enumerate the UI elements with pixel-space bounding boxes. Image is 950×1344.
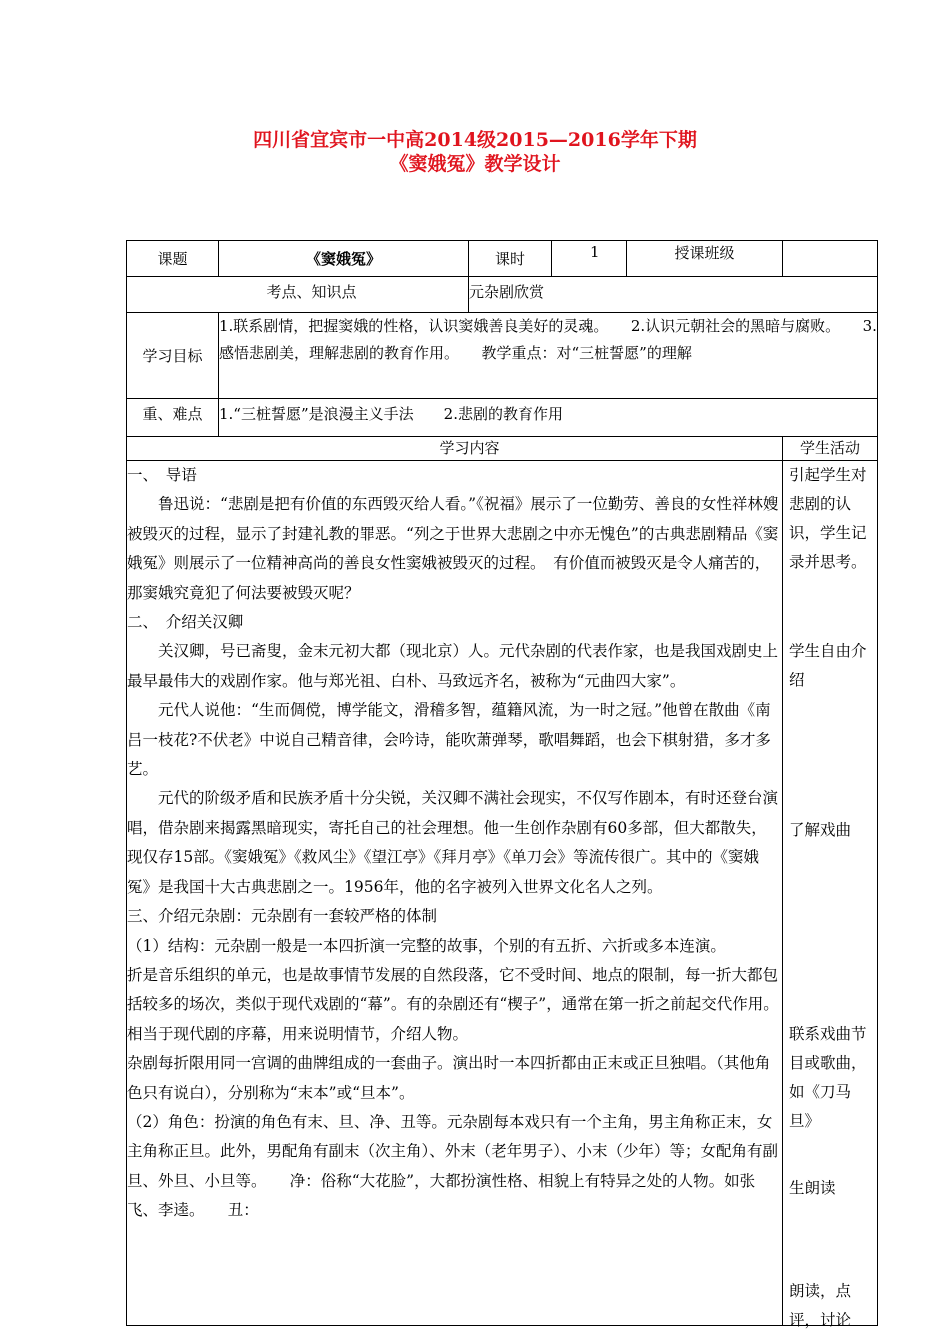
document-title-line2: 《窦娥冤》教学设计: [389, 153, 561, 175]
section-3-title: 三、介绍元杂剧：元杂剧有一套较严格的体制: [127, 907, 438, 926]
section-3-paragraph-1: （1）结构：元杂剧一般是一本四折演一完整的故事，个别的有五折、六折或多本连演。: [127, 936, 726, 955]
section-3-paragraph-3: 杂剧每折限用同一宫调的曲牌组成的一套曲子。演出时一本四折都由正末或正旦独唱。（其他角色只有说白），分别称为“末本”或“旦本”。: [127, 1054, 771, 1102]
activity-5: 生朗读: [789, 1179, 836, 1197]
student-activities: [783, 461, 878, 1329]
activity-6: 朗读，点评，讨论: [789, 1282, 852, 1329]
key-points-value: 1.“三桩誓愿”是浪漫主义手法 2.悲剧的教育作用: [219, 399, 878, 437]
goals-label: 学习目标: [127, 313, 219, 399]
section-1-title: 一、 导语: [127, 466, 197, 484]
content-header: 学习内容: [127, 437, 783, 461]
class-value: [783, 241, 878, 277]
section-2-paragraph-2: 元代人说他：“生而倜傥，博学能文，滑稽多智，蕴籍风流，为一时之冠。”他曾在散曲《南吕一枝花?不伏老》中说自己精音律，会吟诗，能吹萧弹琴，歌唱舞蹈，也会下棋射猎，多才多艺。: [127, 701, 771, 779]
activity-header: 学生活动: [783, 437, 878, 461]
activity-1: 引起学生对悲剧的认识，学生记录并思考。: [789, 466, 867, 571]
class-label: 授课班级: [627, 241, 783, 277]
section-2-paragraph-3: 元代的阶级矛盾和民族矛盾十分尖锐，关汉卿不满社会现实，不仅写作剧本，有时还登台演唱，借杂剧来揭露黑暗现实，寄托自己的社会理想。他一生创作杂剧有60多部，但大都散失，现仅存15部。《窦娥冤》《救风尘》《望江亭》《拜月亭》《单刀会》等流传很广。其中的《窦娥冤》是我国十大古典悲剧之一。1956年，他的名字被列入世界文化名人之列。: [127, 789, 779, 896]
goals-value: 1.联系剧情，把握窦娥的性格，认识窦娥善良美好的灵魂。 2.认识元朝社会的黑暗与腐败。 3.感悟悲剧美，理解悲剧的教育作用。 教学重点：对“三桩誓愿”的理解: [219, 313, 878, 399]
activity-2: 学生自由介绍: [789, 642, 867, 689]
activity-4: 联系戏曲节目或歌曲，如《刀马旦》: [789, 1025, 867, 1130]
section-3-paragraph-4: （2）角色：扮演的角色有末、旦、净、丑等。元杂剧每本戏只有一个主角，男主角称正末，女主角称正旦。此外，男配角有副末（次主角）、外末（老年男子）、小末（少年）等；女配角有副旦、外旦、小旦等。 净：俗称“大花脸”，大都扮演性格、相貌上有特异之处的人物。如张飞、李逵。 丑：: [127, 1112, 779, 1220]
period-label: 课时: [469, 241, 552, 277]
topic-label: 课题: [127, 241, 219, 277]
lesson-plan-table: [126, 240, 878, 1329]
period-value: 1: [552, 241, 627, 277]
learning-content: [127, 461, 783, 1326]
knowledge-point-label: 考点、知识点: [127, 277, 469, 313]
topic-value: 《窦娥冤》: [219, 241, 469, 277]
document-title-line1: 四川省宜宾市一中高2014级2015—2016学年下期: [253, 129, 697, 151]
section-3-paragraph-2: 折是音乐组织的单元，也是故事情节发展的自然段落，它不受时间、地点的限制，每一折大都包括较多的场次，类似于现代戏剧的“幕”。有的杂剧还有“楔子”，通常在第一折之前起交代作用。相当于现代剧的序幕，用来说明情节，介绍人物。: [127, 965, 779, 1043]
knowledge-point-value: 元杂剧欣赏: [469, 277, 878, 313]
section-2-paragraph-1: 关汉卿，号已斋叟，金末元初大都（现北京）人。元代杂剧的代表作家，也是我国戏剧史上最早最伟大的戏剧作家。他与郑光祖、白朴、马致远齐名，被称为“元曲四大家”。: [127, 642, 779, 690]
section-1-paragraph: 鲁迅说：“悲剧是把有价值的东西毁灭给人看。”《祝福》展示了一位勤劳、善良的女性祥林嫂被毁灭的过程，显示了封建礼教的罪恶。“列之于世界大悲剧之中亦无愧色”的古典悲剧精品《窦娥冤》则展示了一位精神高尚的善良女性窦娥被毁灭的过程。 有价值而被毁灭是令人痛苦的，那窦娥究竟犯了何法要被毁灭呢？: [127, 495, 779, 602]
activity-3: 了解戏曲: [789, 821, 852, 839]
section-2-title: 二、 介绍关汉卿: [127, 613, 244, 632]
key-points-label: 重、难点: [127, 399, 219, 437]
